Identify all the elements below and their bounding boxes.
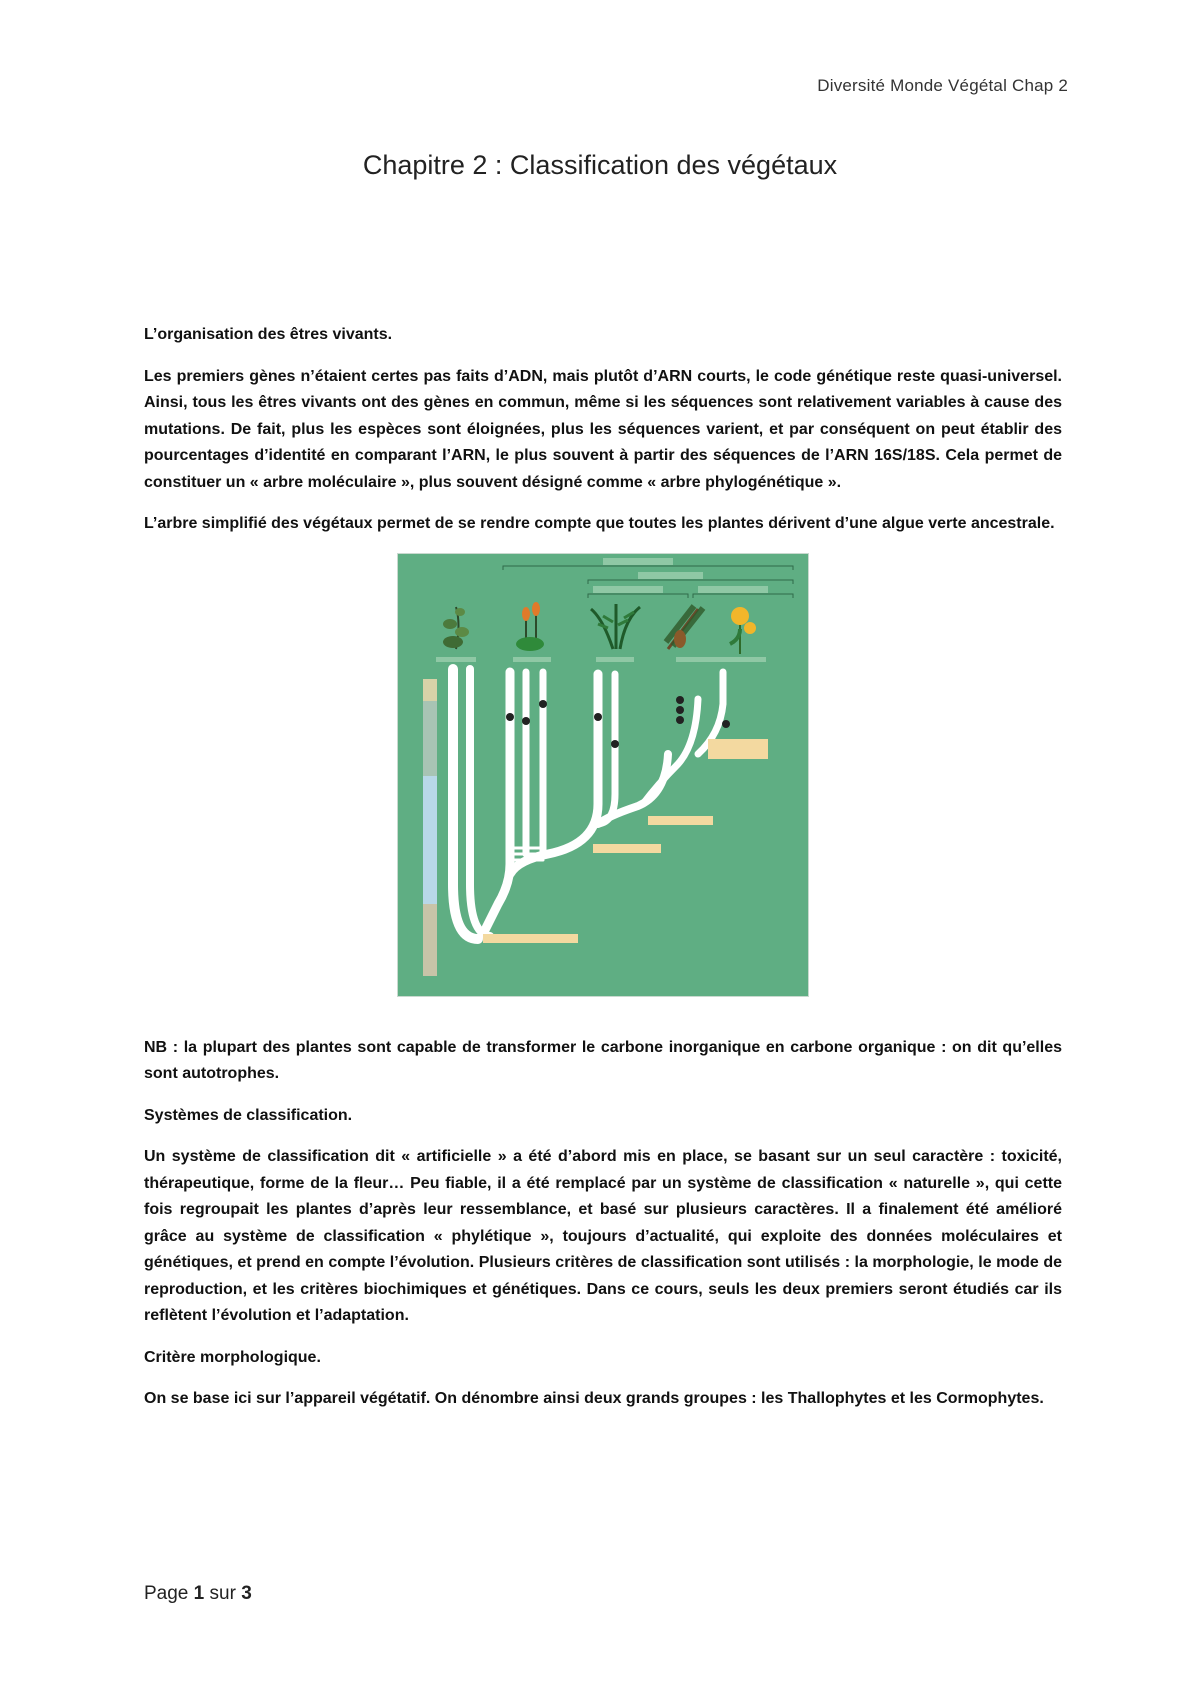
plant-angiosperm-illustration	[730, 607, 756, 654]
phylogenetic-tree-figure	[397, 553, 809, 997]
document-body	[144, 322, 1062, 1428]
plant-bryophyte-illustration	[443, 607, 469, 649]
geological-time-scale	[423, 679, 437, 976]
footer-total-pages: 3	[241, 1583, 252, 1604]
paragraph-nb: NB : la plupart des plantes sont capable de transformer le carbone inorganique en carbone organique : on dit qu’elles sont autotrophes.	[144, 1038, 1062, 1082]
paragraph-morphologique: On se base ici sur l’appareil végétatif. On dénombre ainsi deux grands groupes : les Thallophytes et les Cormophytes.	[144, 1390, 1044, 1407]
paragraph-classification: Un système de classification dit « artificielle » a été d’abord mis en place, se basant sur un seul caractère : toxicité, thérapeutique, forme de la fleur… Peu fiable, il a été remplacé par un système de classification « naturelle », qui cette fois regroupait les plantes d’après leur ressemblance, et basé sur plusieurs caractères. Il a finalement été amélioré grâce au système de classification « phylétique », toujours d’actualité, qui exploite des données moléculaires et génétiques, et prend en compte l’évolution. Plusieurs critères de classification sont utilisés : la morphologie, le mode de reproduction, et les critères biochimiques et génétiques. Dans ce cours, seuls les deux premiers seront étudiés car ils reflètent l’évolution et l’adaptation.	[144, 1148, 1062, 1324]
group-label-strips	[436, 657, 766, 662]
phylogenetic-tree-drawing	[398, 554, 808, 996]
paragraph-arbre: L’arbre simplifié des végétaux permet de se rendre compte que toutes les plantes dérivent d’une algue verte ancestrale.	[144, 515, 1055, 532]
paragraph-arn: Les premiers gènes n’étaient certes pas faits d’ADN, mais plutôt d’ARN courts, le code génétique reste quasi-universel. Ainsi, tous les êtres vivants ont des gènes en commun, même si les séquences sont relativement variables à cause des mutations. De fait, plus les espèces sont éloignées, plus les séquences varient, et par conséquent on peut établir des pourcentages d’identité en comparant l’ARN, le plus souvent à partir des séquences de l’ARN 16S/18S. Cela permet de constituer un « arbre moléculaire », plus souvent désigné comme « arbre phylogénétique ».	[144, 367, 1062, 491]
figure-container	[144, 553, 1062, 997]
footer-middle: sur	[204, 1583, 242, 1604]
section-heading-morphologique: Critère morphologique.	[144, 1348, 321, 1366]
plant-fern-illustration	[591, 604, 640, 649]
bracket-label-boxes	[593, 558, 768, 593]
page-title: Chapitre 2 : Classification des végétaux	[362, 150, 838, 180]
grouping-brackets	[503, 566, 793, 598]
plant-lycophyte-illustration	[516, 602, 544, 651]
footer-current-page: 1	[193, 1583, 205, 1604]
section-heading-organisation: L’organisation des êtres vivants.	[144, 326, 393, 343]
page-footer	[144, 1583, 252, 1605]
running-header: Diversité Monde Végétal Chap 2	[817, 76, 1068, 95]
footer-prefix: Page	[144, 1583, 194, 1604]
plant-gymnosperm-illustration	[666, 606, 703, 649]
section-heading-systemes: Systèmes de classification.	[144, 1106, 353, 1124]
